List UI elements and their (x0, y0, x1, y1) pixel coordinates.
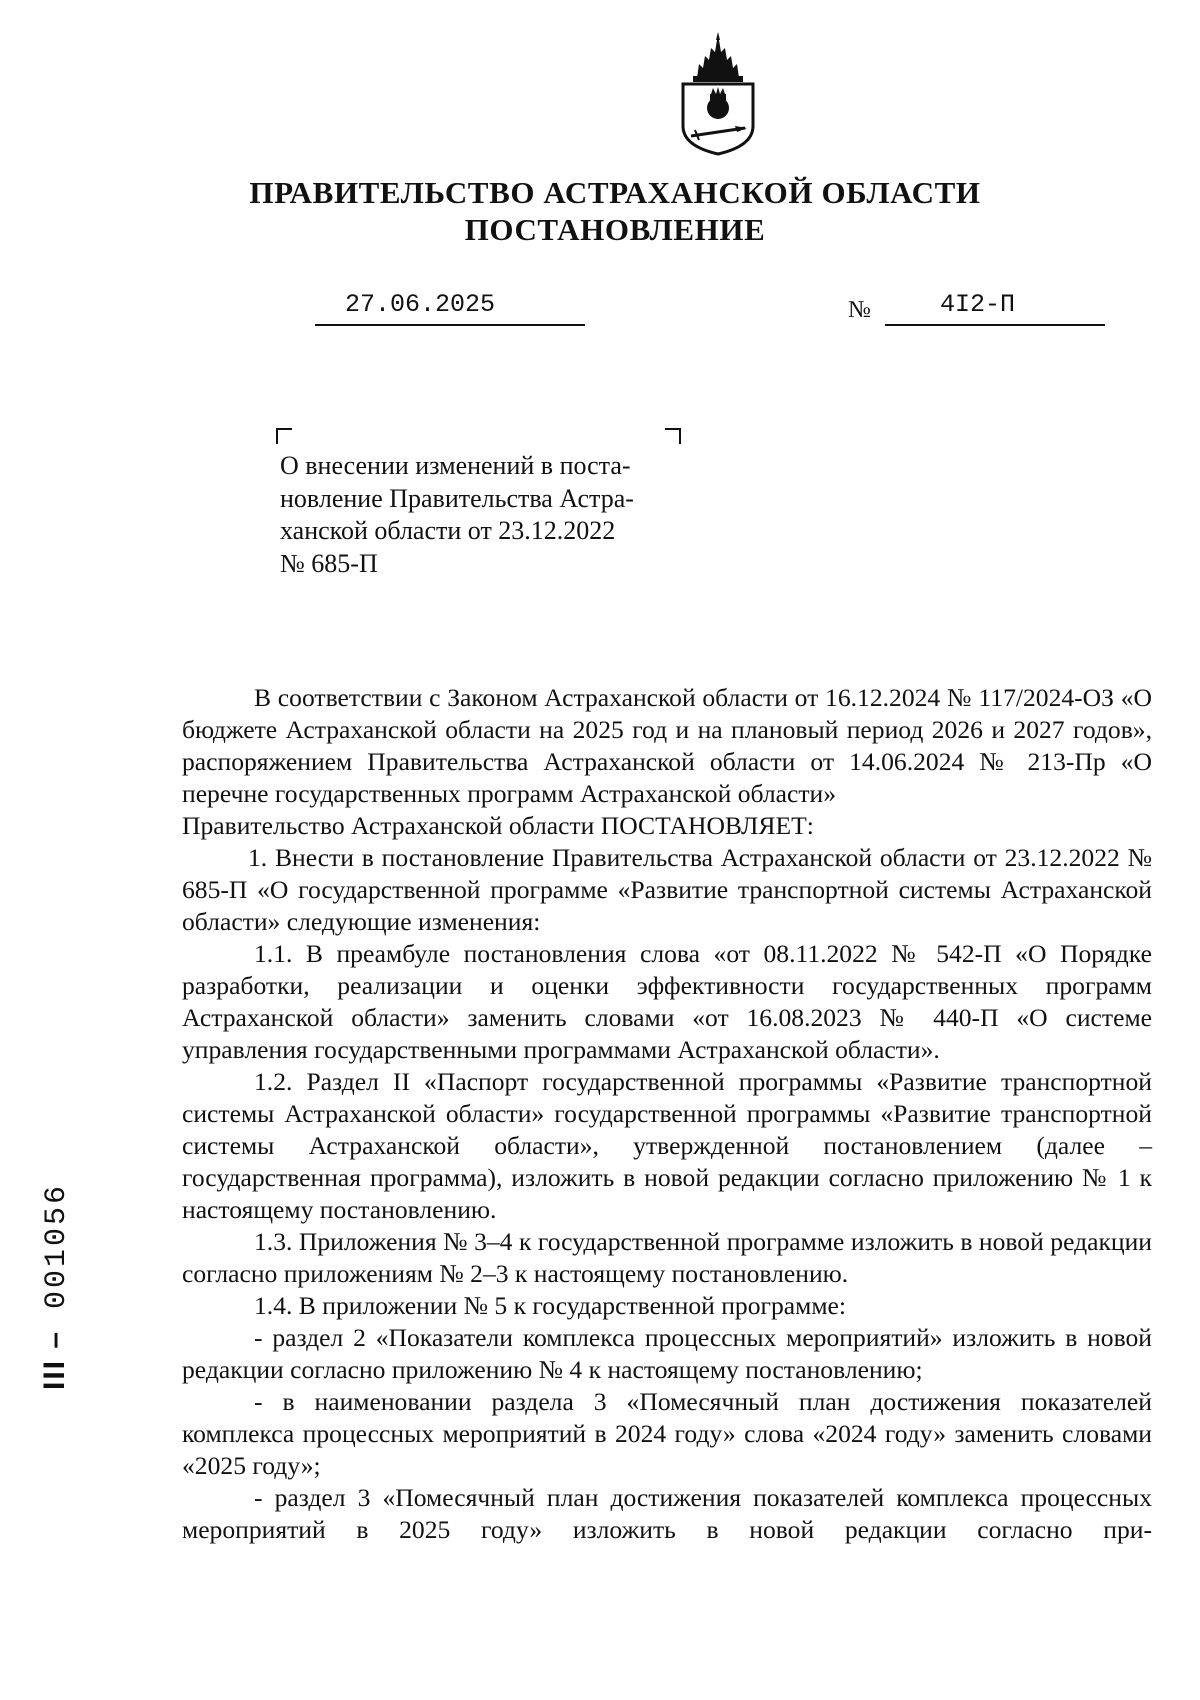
clause-1: 1. Внести в постановление Правительства Астраханской области от 23.12.2022 № 685-П «О государственной программе «Развитие транспортной системы Астраханской области» следующие изменения: (182, 843, 1152, 936)
clause-1-4-item: - раздел 2 «Показатели комплекса процессных мероприятий» изложить в новой редакции согласно приложению № 4 к настоящему постановлению; (182, 1323, 1152, 1384)
subject-corner-right (665, 428, 681, 444)
document-date: 27.06.2025 (345, 290, 496, 319)
number-field (885, 290, 1105, 326)
clause-1-1: 1.1. В преамбуле постановления слова «от 08.11.2022 № 542-П «О Порядке разработки, реализации и оценки эффективности государственных программ Астраханской области» заменить словами «от 16.08.2023 № 440-П «О системе управления государственными программами Астраханской области». (182, 939, 1152, 1064)
subject-line: новление Правительства Астра- (280, 483, 634, 513)
clause-1-4-item: - в наименовании раздела 3 «Помесячный план достижения показателей комплекса процессных мероприятий в 2024 году» слова «2024 году» заменить словами «2025 году»; (182, 1387, 1152, 1480)
coat-of-arms-icon (675, 30, 761, 158)
stamp-prefix: ІІІ – (38, 1329, 71, 1390)
number-sign: № (848, 297, 871, 323)
subject-line: № 685-П (280, 548, 378, 578)
subject-line: ханской области от 23.12.2022 (280, 516, 616, 545)
subject-corner-left (276, 428, 292, 444)
clause-1-4: 1.4. В приложении № 5 к государственной программе: (254, 1291, 847, 1320)
clause-1-2: 1.2. Раздел II «Паспорт государственной программы «Развитие транспортной системы Астраханской области» государственной программы «Развитие транспортной системы Астраханской области», утвержденной постановлением (далее – государственная программа), изложить в новой редакции согласно приложению № 1 к настоящему постановлению. (182, 1067, 1152, 1224)
document-number: 4I2-П (940, 290, 1016, 319)
clause-1-4-item: - раздел 3 «Помесячный план достижения показателей комплекса процессных мероприятий в 2025 году» изложить в новой редакции согласно при- (182, 1483, 1152, 1544)
document-body (182, 682, 1152, 1546)
clause-1-3: 1.3. Приложения № 3–4 к государственной программе изложить в новой редакции согласно приложениям № 2–3 к настоящему постановлению. (182, 1227, 1152, 1288)
stamp-number: 001056 (40, 1182, 74, 1309)
subject-line: О внесении изменений в поста- (280, 451, 631, 480)
organization-title: ПРАВИТЕЛЬСТВО АСТРАХАНСКОЙ ОБЛАСТИ (249, 175, 981, 210)
date-field (315, 290, 585, 326)
margin-registration-stamp (38, 1183, 74, 1390)
preamble-paragraph: В соответствии с Законом Астраханской области от 16.12.2024 № 117/2024-ОЗ «О бюджете Астраханской области на 2025 год и на плановый период 2026 и 2027 годов», распоряжением Правительства Астраханской области от 14.06.2024 № 213-Пр «О перечне государственных программ Астраханской области» (182, 683, 1152, 808)
subject-block (280, 450, 670, 580)
document-type: ПОСТАНОВЛЕНИЕ (464, 212, 766, 247)
resolution-line: Правительство Астраханской области ПОСТАНОВЛЯЕТ: (182, 811, 814, 840)
